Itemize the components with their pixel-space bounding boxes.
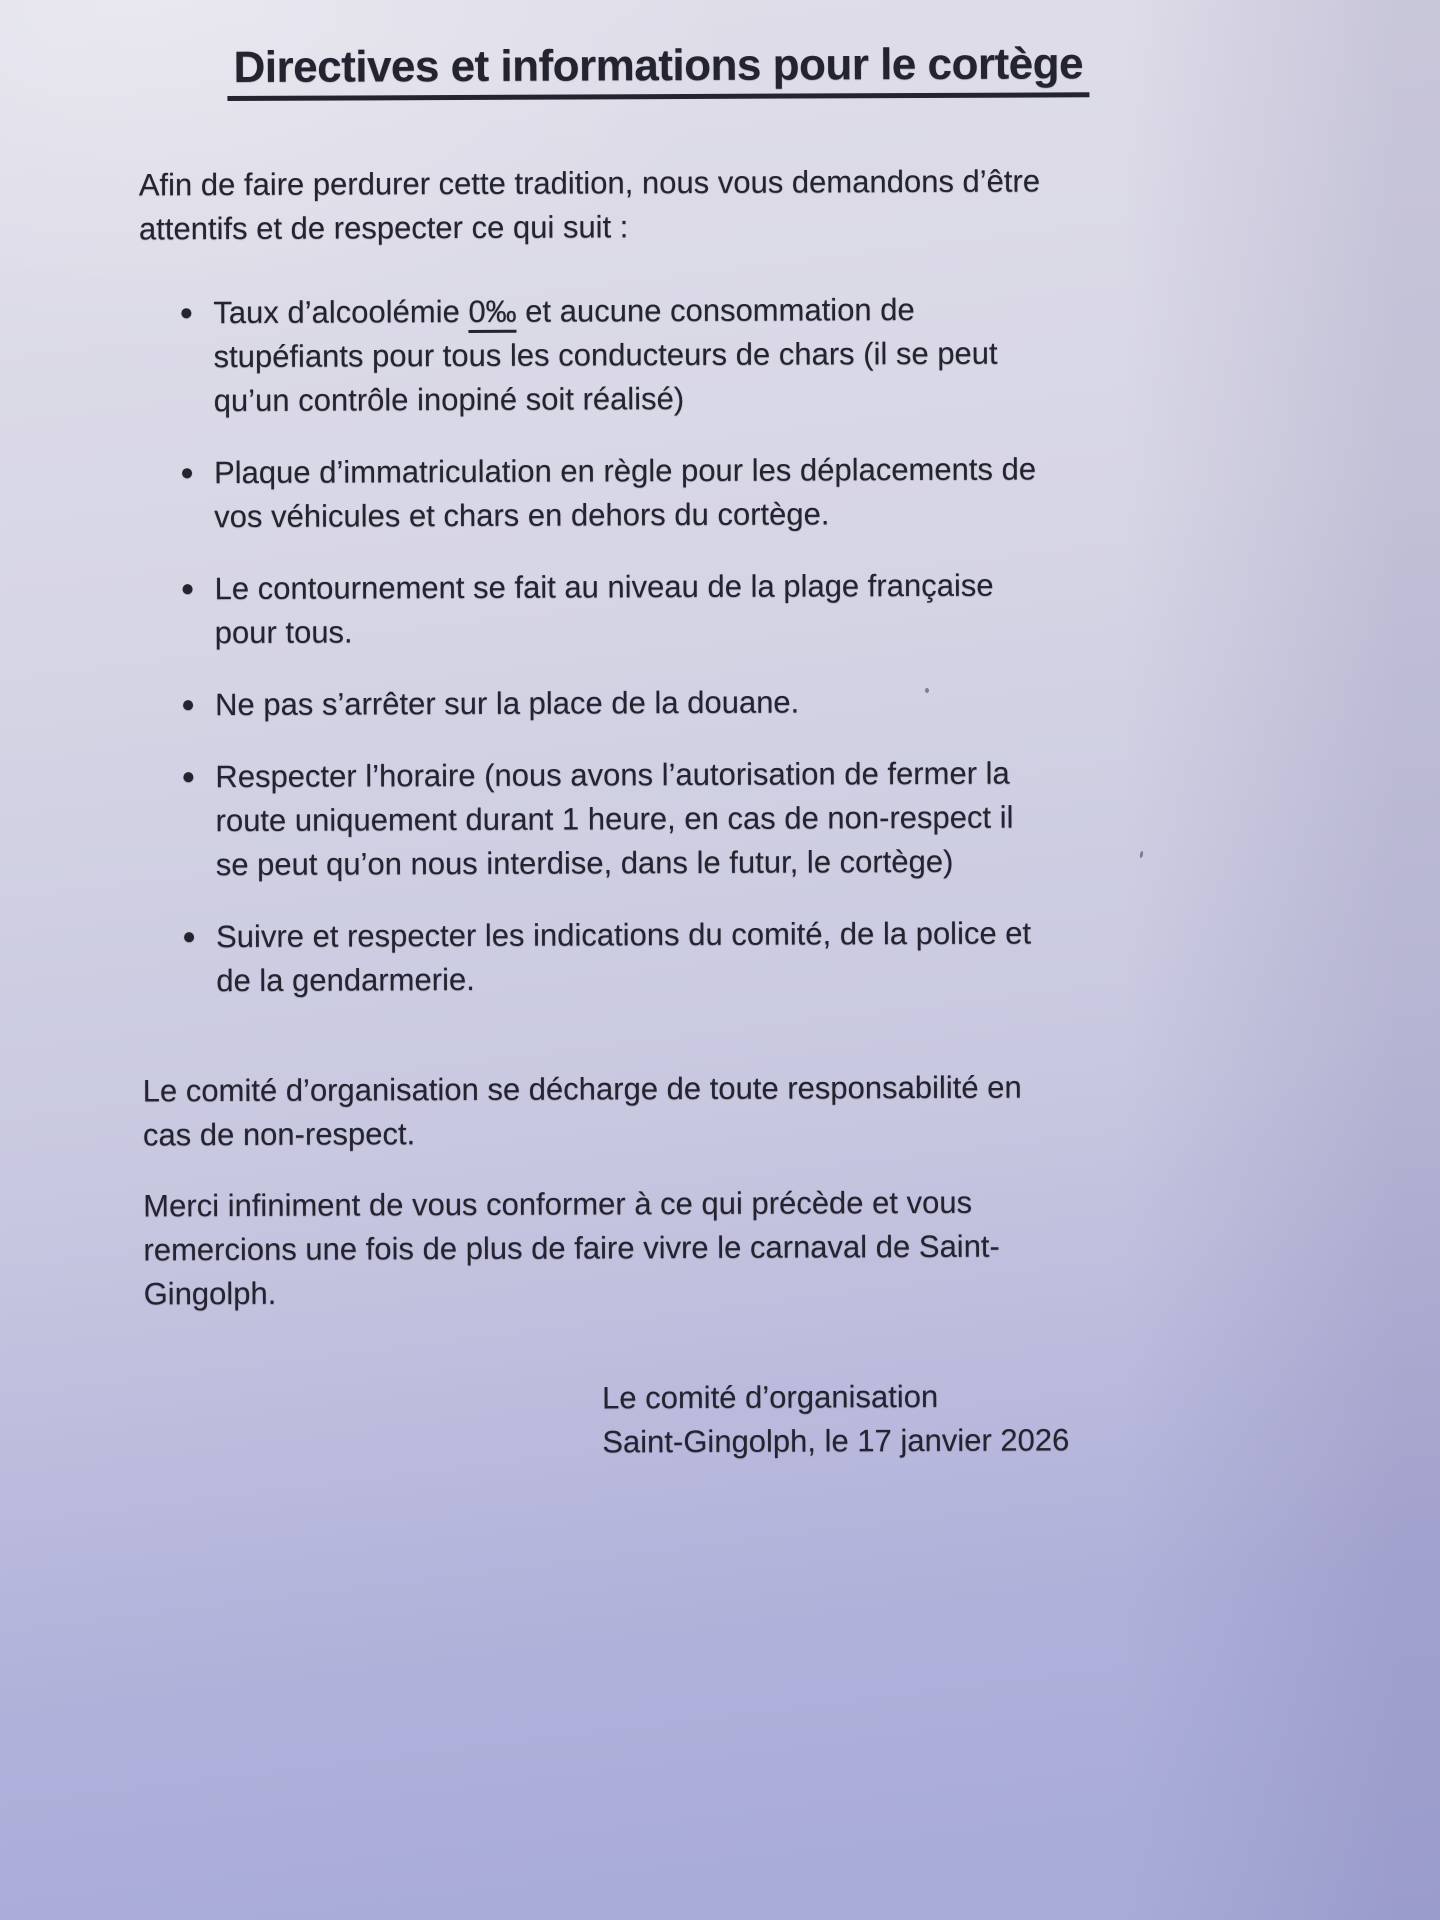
bullet-icon [181, 308, 191, 318]
directive-text [213, 292, 997, 418]
signature-place-date: Saint-Gingolph, le 17 janvier 2026 [602, 1422, 1070, 1460]
bullet-icon [182, 468, 192, 478]
liability-paragraph: Le comité d’organisation se décharge de toute responsabilité en cas de non-respect. [142, 1069, 1022, 1153]
directive-item-police [182, 911, 1182, 1003]
bullet-icon [183, 700, 193, 710]
directive-text: Suivre et respecter les indications du comité, de la police et de la gendarmerie. [216, 915, 1032, 999]
bullet-icon [184, 932, 194, 942]
photo-artifact [925, 688, 929, 693]
bullet-icon [183, 772, 193, 782]
signature-org: Le comité d’organisation [602, 1378, 939, 1416]
signature-block [602, 1374, 1184, 1465]
directive-text-post: et aucune consommation de stupéfiants pour tous les conducteurs de chars (il se peut qu’un contrôle inopiné soit réalisé) [213, 292, 998, 419]
document-title [138, 39, 1178, 102]
directive-item-customs [181, 679, 1181, 727]
directive-text: Respecter l’horaire (nous avons l’autorisation de fermer la route uniquement durant 1 heure, en cas de non-respect il se peut qu’on nous interdise, dans le futur, le cortège) [215, 755, 1014, 883]
directive-text: Le contournement se fait au niveau de la plage française pour tous. [214, 567, 994, 651]
alcohol-rate-underlined: 0‰ [468, 294, 516, 333]
intro-paragraph: Afin de faire perdurer cette tradition, nous vous demandons d’être attentifs et de respecter ce qui suit : [138, 163, 1041, 247]
directives-list [139, 287, 1182, 1004]
directive-text: Plaque d’immatriculation en règle pour les déplacements de vos véhicules et chars en dehors du cortège. [213, 451, 1037, 535]
directive-item-schedule [181, 751, 1182, 887]
directive-item-detour [180, 563, 1180, 655]
directive-item-plates [180, 447, 1180, 539]
bullet-icon [183, 584, 193, 594]
directive-item-alcohol [179, 287, 1180, 423]
directive-text: Ne pas s’arrêter sur la place de la douane. [214, 684, 800, 723]
directive-text-pre: Taux d’alcoolémie [213, 293, 469, 331]
thanks-paragraph: Merci infiniment de vous conformer à ce qui précède et vous remercions une fois de plus de faire vivre le carnaval de Saint- Gingolph. [143, 1184, 1000, 1312]
document-title-text: Directives et informations pour le cortège [227, 39, 1089, 101]
